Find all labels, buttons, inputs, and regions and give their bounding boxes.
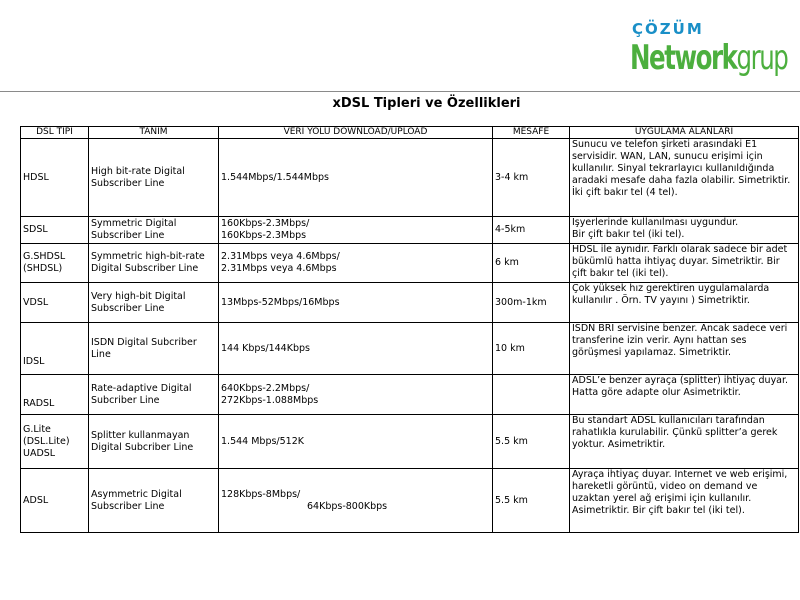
cell-data-rate: 160Kbps-2.3Mbps/ 160Kbps-2.3Mbps	[219, 217, 493, 244]
cell-distance: 10 km	[493, 323, 570, 375]
cell-type: IDSL	[21, 323, 89, 375]
col-header-data-rate: VERİ YOLU DOWNLOAD/UPLOAD	[219, 127, 493, 139]
cell-distance	[493, 375, 570, 415]
cell-data-rate: 2.31Mbps veya 4.6Mbps/ 2.31Mbps veya 4.6Mbps	[219, 244, 493, 283]
cell-application: Bu standart ADSL kullanıcıları tarafından rahatlıkla kurulabilir. Çünkü splitter’a gerek yoktur. Asimetriktir.	[570, 415, 799, 469]
cell-data-rate: 1.544Mbps/1.544Mbps	[219, 139, 493, 217]
logo-brand-text	[630, 38, 787, 78]
table-row	[21, 217, 799, 244]
cell-type: G.SHDSL (SHDSL)	[21, 244, 89, 283]
cell-data-rate: 13Mbps-52Mbps/16Mbps	[219, 283, 493, 323]
data-rate-download: 128Kbps-8Mbps/	[221, 488, 301, 500]
table-row	[21, 469, 799, 533]
logo-brand-bold: Network	[630, 38, 737, 78]
logo-top-text: ÇÖZÜM	[632, 20, 704, 38]
xdsl-table	[20, 126, 799, 533]
table-header-row	[21, 127, 799, 139]
logo-brand-light: grup	[736, 38, 788, 78]
cell-definition: Splitter kullanmayan Digital Subcriber Line	[89, 415, 219, 469]
col-header-distance: MESAFE	[493, 127, 570, 139]
cell-distance: 4-5km	[493, 217, 570, 244]
cell-type: VDSL	[21, 283, 89, 323]
cell-type: G.Lite (DSL.Lite) UADSL	[21, 415, 89, 469]
cell-application: HDSL ile aynıdır. Farklı olarak sadece bir adet bükümlü hatta ihtiyaç duyar. Simetriktir. Bir çift bakır tel (iki tel).	[570, 244, 799, 283]
cell-application: Sunucu ve telefon şirketi arasındaki E1 servisidir. WAN, LAN, sunucu erişimi için kullanılır. Sinyal tekrarlayıcı kullanıldığında aradaki mesafe daha fazla olabilir. Simetriktir. İki çift bakır tel (4 tel).	[570, 139, 799, 217]
cell-definition: ISDN Digital Subcriber Line	[89, 323, 219, 375]
cell-application: İşyerlerinde kullanılması uygundur. Bir çift bakır tel (iki tel).	[570, 217, 799, 244]
cell-distance: 3-4 km	[493, 139, 570, 217]
table-row	[21, 375, 799, 415]
cell-application: Ayraça ihtiyaç duyar. İnternet ve web erişimi, hareketli görüntü, video on demand ve uzaktan yerel ağ erişimi için kullanılır. Asimetriktir. Bir çift bakır tel (iki tel).	[570, 469, 799, 533]
table-row	[21, 139, 799, 217]
cell-definition: Symmetric high-bit-rate Digital Subscriber Line	[89, 244, 219, 283]
cell-data-rate: 1.544 Mbps/512K	[219, 415, 493, 469]
cell-application: ADSL’e benzer ayraça (splitter) ihtiyaç duyar. Hatta göre adapte olur Asimetriktir.	[570, 375, 799, 415]
table-row	[21, 323, 799, 375]
cell-data-rate: 144 Kbps/144Kbps	[219, 323, 493, 375]
cell-definition: Rate-adaptive Digital Subcriber Line	[89, 375, 219, 415]
cell-definition: High bit-rate Digital Subscriber Line	[89, 139, 219, 217]
page-title: xDSL Tipleri ve Özellikleri	[332, 96, 521, 111]
table-row	[21, 244, 799, 283]
cell-distance: 6 km	[493, 244, 570, 283]
col-header-dsl-type: DSL TİPİ	[21, 127, 89, 139]
cell-distance: 300m-1km	[493, 283, 570, 323]
table-row	[21, 283, 799, 323]
table-row	[21, 415, 799, 469]
cell-application: ISDN BRI servisine benzer. Ancak sadece veri transferine izin verir. Aynı hattan ses görüşmesi yapılamaz. Simetriktir.	[570, 323, 799, 375]
cell-distance: 5.5 km	[493, 469, 570, 533]
cell-distance: 5.5 km	[493, 415, 570, 469]
cell-data-rate: 640Kbps-2.2Mbps/ 272Kbps-1.088Mbps	[219, 375, 493, 415]
cell-definition: Very high-bit Digital Subscriber Line	[89, 283, 219, 323]
cell-definition: Symmetric Digital Subscriber Line	[89, 217, 219, 244]
cell-type: HDSL	[21, 139, 89, 217]
cell-application: Çok yüksek hız gerektiren uygulamalarda kullanılır . Örn. TV yayını ) Simetriktir.	[570, 283, 799, 323]
header-divider	[0, 91, 800, 92]
cell-type: ADSL	[21, 469, 89, 533]
data-rate-upload: 64Kbps-800Kbps	[307, 500, 388, 512]
company-logo	[630, 20, 790, 82]
col-header-definition: TANIM	[89, 127, 219, 139]
cell-data-rate	[219, 469, 493, 533]
cell-type: RADSL	[21, 375, 89, 415]
col-header-application: UYGULAMA ALANLARI	[570, 127, 799, 139]
cell-definition: Asymmetric Digital Subscriber Line	[89, 469, 219, 533]
cell-type: SDSL	[21, 217, 89, 244]
